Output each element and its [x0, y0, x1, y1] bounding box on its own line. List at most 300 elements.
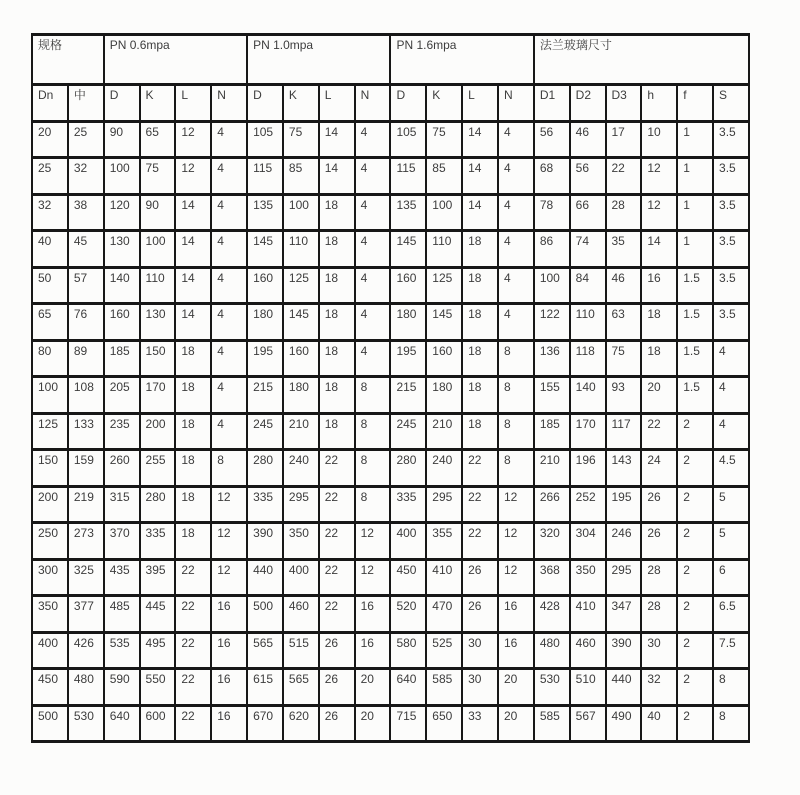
- cell: 195: [390, 340, 426, 377]
- cell: 1: [677, 121, 713, 158]
- cell: 273: [68, 523, 104, 560]
- cell: 410: [426, 559, 462, 596]
- flange-spec-table: [31, 33, 750, 743]
- cell: 145: [283, 304, 319, 341]
- cell: 295: [426, 486, 462, 523]
- column-header: 中: [68, 85, 104, 122]
- cell: 4.5: [713, 450, 749, 487]
- cell: 145: [247, 231, 283, 268]
- cell: 12: [211, 523, 247, 560]
- header-group-label: 规格: [32, 35, 104, 85]
- cell: 8: [498, 450, 534, 487]
- header-group-label: PN 0.6mpa: [104, 35, 247, 85]
- cell: 89: [68, 340, 104, 377]
- cell: 200: [140, 413, 176, 450]
- cell: 4: [211, 304, 247, 341]
- column-header: D: [104, 85, 140, 122]
- cell: 18: [175, 413, 211, 450]
- cell: 355: [426, 523, 462, 560]
- cell: 105: [390, 121, 426, 158]
- cell: 2: [677, 523, 713, 560]
- cell: 400: [283, 559, 319, 596]
- cell: 46: [570, 121, 606, 158]
- cell: 12: [355, 523, 391, 560]
- cell: 18: [175, 377, 211, 414]
- cell: 4: [498, 158, 534, 195]
- cell: 80: [32, 340, 68, 377]
- cell: 450: [32, 669, 68, 706]
- cell: 4: [211, 340, 247, 377]
- cell: 24: [641, 450, 677, 487]
- cell: 140: [570, 377, 606, 414]
- column-header: K: [283, 85, 319, 122]
- cell: 4: [355, 121, 391, 158]
- table-row: [32, 486, 749, 523]
- cell: 16: [498, 632, 534, 669]
- cell: 16: [355, 596, 391, 633]
- cell: 28: [641, 596, 677, 633]
- header-group-label: 法兰玻璃尺寸: [534, 35, 749, 85]
- column-header: L: [462, 85, 498, 122]
- cell: 20: [498, 669, 534, 706]
- cell: 20: [641, 377, 677, 414]
- cell: 3.5: [713, 158, 749, 195]
- cell: 16: [211, 632, 247, 669]
- cell: 510: [570, 669, 606, 706]
- cell: 100: [140, 231, 176, 268]
- cell: 22: [462, 523, 498, 560]
- cell: 210: [283, 413, 319, 450]
- cell: 90: [140, 194, 176, 231]
- cell: 215: [247, 377, 283, 414]
- cell: 125: [426, 267, 462, 304]
- cell: 8: [498, 340, 534, 377]
- table-row: [32, 523, 749, 560]
- cell: 410: [570, 596, 606, 633]
- cell: 16: [498, 596, 534, 633]
- cell: 280: [247, 450, 283, 487]
- cell: 18: [462, 231, 498, 268]
- cell: 2: [677, 669, 713, 706]
- cell: 75: [606, 340, 642, 377]
- cell: 65: [140, 121, 176, 158]
- cell: 22: [175, 705, 211, 742]
- cell: 86: [534, 231, 570, 268]
- cell: 585: [426, 669, 462, 706]
- cell: 26: [319, 669, 355, 706]
- cell: 14: [462, 194, 498, 231]
- cell: 108: [68, 377, 104, 414]
- cell: 210: [426, 413, 462, 450]
- cell: 350: [32, 596, 68, 633]
- cell: 14: [175, 267, 211, 304]
- cell: 205: [104, 377, 140, 414]
- table-row: [32, 194, 749, 231]
- column-header: D: [247, 85, 283, 122]
- cell: 18: [462, 340, 498, 377]
- cell: 12: [211, 559, 247, 596]
- cell: 160: [426, 340, 462, 377]
- cell: 160: [283, 340, 319, 377]
- cell: 100: [32, 377, 68, 414]
- cell: 350: [570, 559, 606, 596]
- cell: 4: [355, 267, 391, 304]
- cell: 480: [68, 669, 104, 706]
- cell: 4: [498, 267, 534, 304]
- cell: 105: [247, 121, 283, 158]
- cell: 550: [140, 669, 176, 706]
- cell: 650: [426, 705, 462, 742]
- cell: 74: [570, 231, 606, 268]
- cell: 180: [283, 377, 319, 414]
- cell: 46: [606, 267, 642, 304]
- cell: 18: [175, 523, 211, 560]
- cell: 185: [534, 413, 570, 450]
- cell: 14: [319, 158, 355, 195]
- cell: 40: [641, 705, 677, 742]
- cell: 26: [462, 596, 498, 633]
- cell: 18: [462, 413, 498, 450]
- cell: 90: [104, 121, 140, 158]
- cell: 22: [462, 450, 498, 487]
- cell: 16: [355, 632, 391, 669]
- cell: 26: [641, 486, 677, 523]
- cell: 130: [104, 231, 140, 268]
- cell: 120: [104, 194, 140, 231]
- cell: 535: [104, 632, 140, 669]
- table-body: [32, 121, 749, 742]
- cell: 180: [390, 304, 426, 341]
- cell: 8: [355, 413, 391, 450]
- cell: 145: [426, 304, 462, 341]
- cell: 18: [175, 340, 211, 377]
- cell: 18: [641, 304, 677, 341]
- cell: 8: [355, 486, 391, 523]
- cell: 30: [462, 632, 498, 669]
- cell: 170: [570, 413, 606, 450]
- table-row: [32, 705, 749, 742]
- table-row: [32, 231, 749, 268]
- cell: 30: [641, 632, 677, 669]
- cell: 85: [426, 158, 462, 195]
- cell: 12: [641, 194, 677, 231]
- cell: 3.5: [713, 194, 749, 231]
- cell: 14: [175, 194, 211, 231]
- cell: 115: [247, 158, 283, 195]
- cell: 76: [68, 304, 104, 341]
- cell: 110: [283, 231, 319, 268]
- cell: 12: [211, 486, 247, 523]
- cell: 4: [355, 231, 391, 268]
- cell: 460: [570, 632, 606, 669]
- column-header: L: [175, 85, 211, 122]
- cell: 565: [247, 632, 283, 669]
- cell: 395: [140, 559, 176, 596]
- cell: 1.5: [677, 267, 713, 304]
- cell: 368: [534, 559, 570, 596]
- column-header: K: [140, 85, 176, 122]
- cell: 100: [426, 194, 462, 231]
- cell: 304: [570, 523, 606, 560]
- cell: 4: [355, 304, 391, 341]
- table-row: [32, 669, 749, 706]
- cell: 12: [641, 158, 677, 195]
- cell: 22: [641, 413, 677, 450]
- cell: 40: [32, 231, 68, 268]
- cell: 160: [390, 267, 426, 304]
- cell: 16: [211, 669, 247, 706]
- cell: 495: [140, 632, 176, 669]
- cell: 14: [319, 121, 355, 158]
- cell: 350: [283, 523, 319, 560]
- cell: 530: [68, 705, 104, 742]
- cell: 4: [498, 194, 534, 231]
- cell: 8: [713, 669, 749, 706]
- cell: 100: [534, 267, 570, 304]
- cell: 435: [104, 559, 140, 596]
- cell: 155: [534, 377, 570, 414]
- cell: 640: [104, 705, 140, 742]
- cell: 4: [498, 304, 534, 341]
- cell: 400: [390, 523, 426, 560]
- cell: 150: [140, 340, 176, 377]
- cell: 135: [390, 194, 426, 231]
- cell: 16: [211, 596, 247, 633]
- cell: 4: [498, 231, 534, 268]
- cell: 480: [534, 632, 570, 669]
- cell: 460: [283, 596, 319, 633]
- cell: 14: [175, 231, 211, 268]
- cell: 22: [175, 559, 211, 596]
- cell: 10: [641, 121, 677, 158]
- cell: 85: [283, 158, 319, 195]
- cell: 22: [462, 486, 498, 523]
- cell: 25: [32, 158, 68, 195]
- cell: 4: [355, 194, 391, 231]
- cell: 300: [32, 559, 68, 596]
- column-header-row: [32, 85, 749, 122]
- cell: 3.5: [713, 231, 749, 268]
- cell: 100: [104, 158, 140, 195]
- cell: 118: [570, 340, 606, 377]
- cell: 2: [677, 705, 713, 742]
- cell: 12: [498, 523, 534, 560]
- cell: 16: [211, 705, 247, 742]
- cell: 4: [713, 377, 749, 414]
- cell: 115: [390, 158, 426, 195]
- cell: 2: [677, 450, 713, 487]
- cell: 122: [534, 304, 570, 341]
- table-row: [32, 304, 749, 341]
- cell: 335: [140, 523, 176, 560]
- cell: 12: [498, 486, 534, 523]
- cell: 1: [677, 194, 713, 231]
- cell: 450: [390, 559, 426, 596]
- column-header: K: [426, 85, 462, 122]
- cell: 245: [247, 413, 283, 450]
- cell: 3.5: [713, 121, 749, 158]
- cell: 22: [175, 596, 211, 633]
- cell: 426: [68, 632, 104, 669]
- cell: 12: [175, 158, 211, 195]
- cell: 150: [32, 450, 68, 487]
- cell: 580: [390, 632, 426, 669]
- cell: 22: [606, 158, 642, 195]
- cell: 390: [247, 523, 283, 560]
- table-row: [32, 121, 749, 158]
- cell: 78: [534, 194, 570, 231]
- cell: 20: [355, 705, 391, 742]
- cell: 2: [677, 413, 713, 450]
- cell: 4: [211, 158, 247, 195]
- cell: 615: [247, 669, 283, 706]
- cell: 75: [426, 121, 462, 158]
- cell: 22: [319, 450, 355, 487]
- cell: 1.5: [677, 340, 713, 377]
- cell: 210: [534, 450, 570, 487]
- cell: 4: [211, 377, 247, 414]
- cell: 130: [140, 304, 176, 341]
- cell: 18: [319, 304, 355, 341]
- cell: 370: [104, 523, 140, 560]
- cell: 93: [606, 377, 642, 414]
- cell: 170: [140, 377, 176, 414]
- cell: 4: [211, 194, 247, 231]
- cell: 63: [606, 304, 642, 341]
- cell: 240: [283, 450, 319, 487]
- cell: 440: [606, 669, 642, 706]
- cell: 32: [641, 669, 677, 706]
- cell: 140: [104, 267, 140, 304]
- cell: 45: [68, 231, 104, 268]
- column-header: L: [319, 85, 355, 122]
- cell: 600: [140, 705, 176, 742]
- cell: 28: [641, 559, 677, 596]
- cell: 585: [534, 705, 570, 742]
- cell: 245: [390, 413, 426, 450]
- table-row: [32, 158, 749, 195]
- cell: 400: [32, 632, 68, 669]
- cell: 4: [211, 121, 247, 158]
- cell: 440: [247, 559, 283, 596]
- cell: 100: [283, 194, 319, 231]
- cell: 335: [247, 486, 283, 523]
- cell: 3.5: [713, 267, 749, 304]
- cell: 428: [534, 596, 570, 633]
- cell: 240: [426, 450, 462, 487]
- cell: 28: [606, 194, 642, 231]
- cell: 315: [104, 486, 140, 523]
- cell: 8: [498, 377, 534, 414]
- cell: 17: [606, 121, 642, 158]
- cell: 4: [211, 267, 247, 304]
- cell: 75: [140, 158, 176, 195]
- cell: 1.5: [677, 377, 713, 414]
- cell: 4: [713, 413, 749, 450]
- cell: 195: [606, 486, 642, 523]
- column-header: N: [498, 85, 534, 122]
- cell: 4: [355, 340, 391, 377]
- cell: 84: [570, 267, 606, 304]
- cell: 3.5: [713, 304, 749, 341]
- cell: 110: [140, 267, 176, 304]
- cell: 530: [534, 669, 570, 706]
- cell: 252: [570, 486, 606, 523]
- cell: 377: [68, 596, 104, 633]
- cell: 50: [32, 267, 68, 304]
- cell: 65: [32, 304, 68, 341]
- cell: 590: [104, 669, 140, 706]
- cell: 567: [570, 705, 606, 742]
- cell: 2: [677, 596, 713, 633]
- cell: 325: [68, 559, 104, 596]
- cell: 390: [606, 632, 642, 669]
- cell: 18: [462, 304, 498, 341]
- cell: 4: [713, 340, 749, 377]
- cell: 260: [104, 450, 140, 487]
- cell: 14: [175, 304, 211, 341]
- table-row: [32, 559, 749, 596]
- cell: 14: [462, 158, 498, 195]
- cell: 500: [247, 596, 283, 633]
- cell: 8: [211, 450, 247, 487]
- column-header: f: [677, 85, 713, 122]
- cell: 20: [498, 705, 534, 742]
- cell: 2: [677, 559, 713, 596]
- cell: 445: [140, 596, 176, 633]
- cell: 640: [390, 669, 426, 706]
- cell: 143: [606, 450, 642, 487]
- cell: 22: [175, 632, 211, 669]
- cell: 18: [462, 377, 498, 414]
- cell: 180: [426, 377, 462, 414]
- cell: 347: [606, 596, 642, 633]
- column-header: S: [713, 85, 749, 122]
- cell: 485: [104, 596, 140, 633]
- cell: 18: [319, 194, 355, 231]
- column-header: D1: [534, 85, 570, 122]
- column-header: N: [211, 85, 247, 122]
- cell: 18: [319, 413, 355, 450]
- cell: 4: [355, 158, 391, 195]
- cell: 8: [355, 377, 391, 414]
- table-row: [32, 377, 749, 414]
- cell: 35: [606, 231, 642, 268]
- column-header: Dn: [32, 85, 68, 122]
- cell: 75: [283, 121, 319, 158]
- cell: 38: [68, 194, 104, 231]
- header-group-label: PN 1.6mpa: [390, 35, 533, 85]
- cell: 14: [462, 121, 498, 158]
- cell: 117: [606, 413, 642, 450]
- cell: 500: [32, 705, 68, 742]
- cell: 18: [319, 340, 355, 377]
- cell: 295: [283, 486, 319, 523]
- cell: 14: [641, 231, 677, 268]
- cell: 110: [426, 231, 462, 268]
- table-row: [32, 267, 749, 304]
- cell: 565: [283, 669, 319, 706]
- cell: 26: [319, 705, 355, 742]
- cell: 715: [390, 705, 426, 742]
- table-row: [32, 450, 749, 487]
- cell: 12: [498, 559, 534, 596]
- cell: 250: [32, 523, 68, 560]
- cell: 12: [175, 121, 211, 158]
- cell: 32: [32, 194, 68, 231]
- cell: 135: [247, 194, 283, 231]
- cell: 185: [104, 340, 140, 377]
